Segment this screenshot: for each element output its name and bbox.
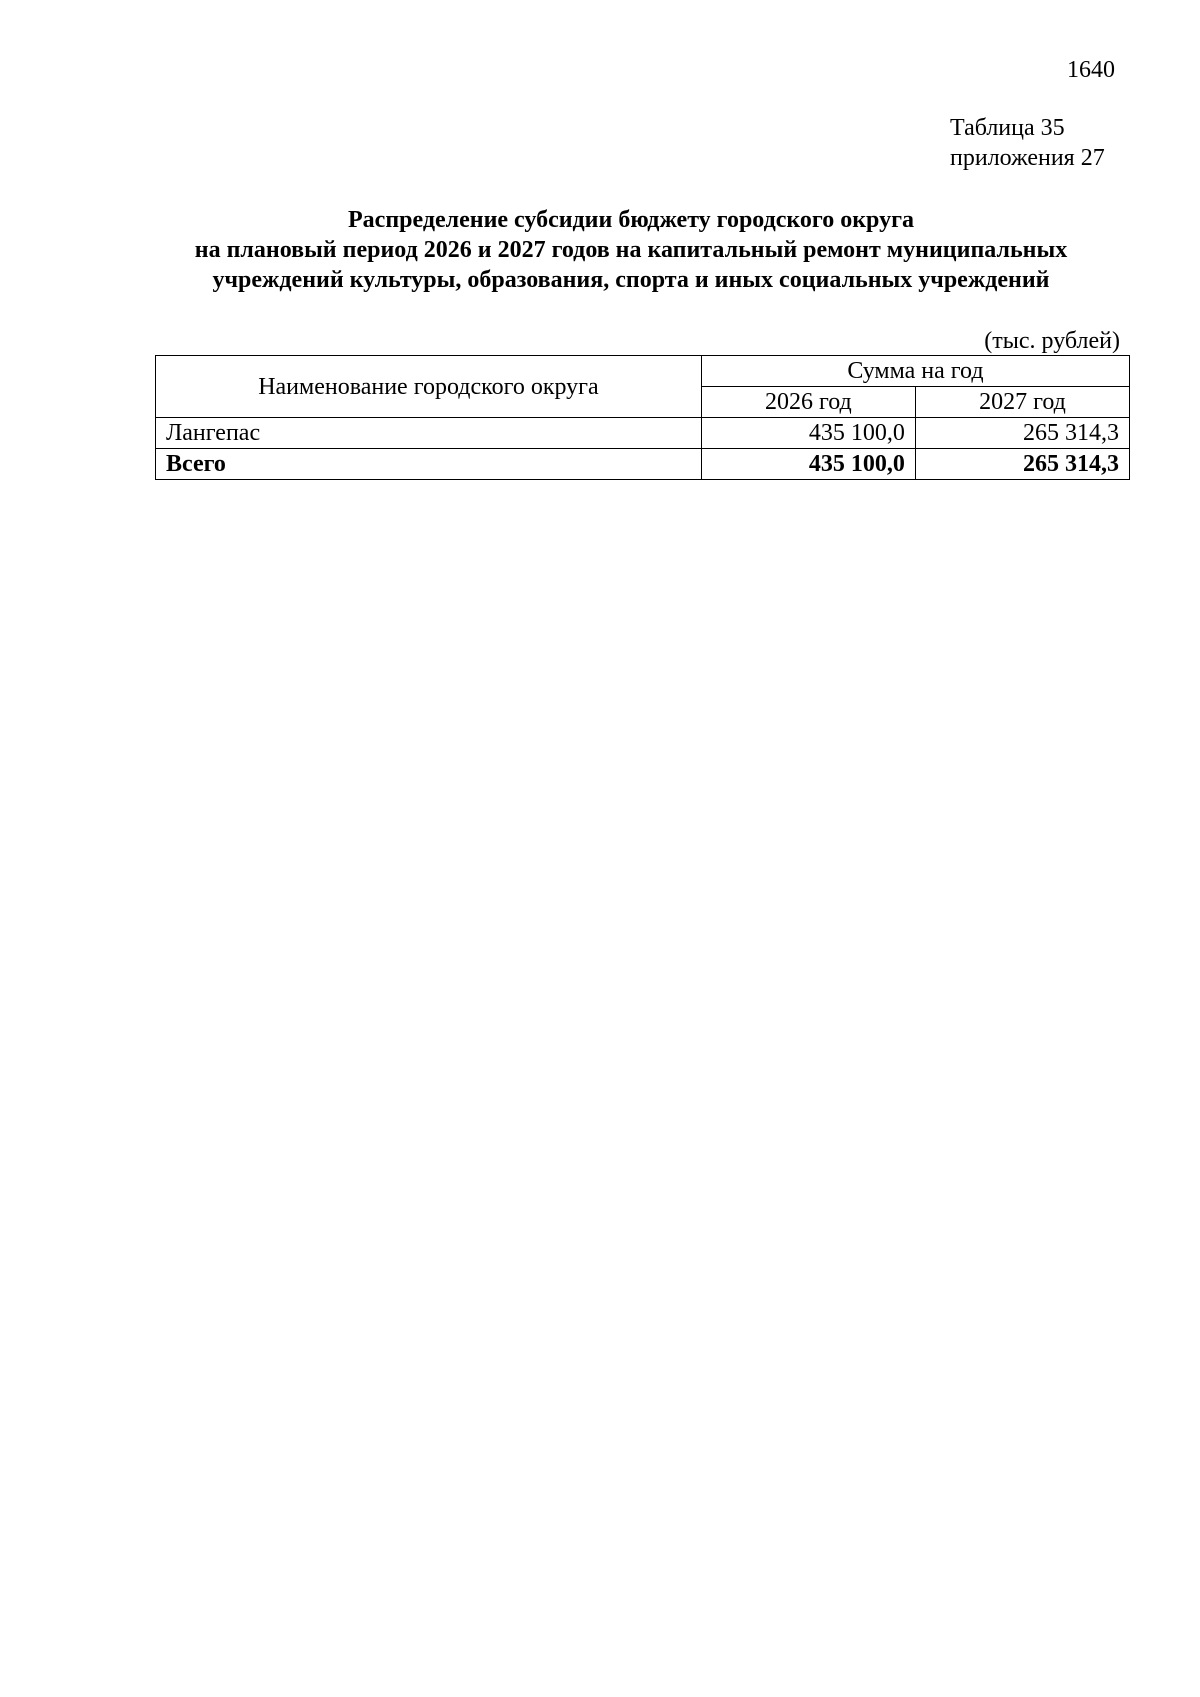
row-district-name: Лангепас <box>156 418 702 449</box>
row-value-2027: 265 314,3 <box>915 418 1129 449</box>
subsidy-table <box>155 355 1130 480</box>
row-value-2026: 435 100,0 <box>701 418 915 449</box>
document-title-line-3: учреждений культуры, образования, спорта и иных социальных учреждений <box>212 267 1050 293</box>
table-reference-line-2: приложения 27 <box>950 145 1105 171</box>
table-header-row <box>156 356 1130 387</box>
total-value-2026: 435 100,0 <box>701 449 915 480</box>
header-year-2027: 2027 год <box>915 387 1129 418</box>
table-row <box>156 418 1130 449</box>
page-number: 1640 <box>1067 57 1115 83</box>
header-district-name: Наименование городского округа <box>156 356 702 418</box>
document-title-line-2: на плановый период 2026 и 2027 годов на капитальный ремонт муниципальных <box>194 237 1068 263</box>
total-value-2027: 265 314,3 <box>915 449 1129 480</box>
table-reference-line-1: Таблица 35 <box>950 115 1065 141</box>
header-year-2026: 2026 год <box>701 387 915 418</box>
document-title-line-1: Распределение субсидии бюджету городского округа <box>348 207 914 233</box>
table-total-row <box>156 449 1130 480</box>
total-label: Всего <box>156 449 702 480</box>
document-title <box>100 205 1162 295</box>
header-sum-per-year: Сумма на год <box>701 356 1129 387</box>
units-label: (тыс. рублей) <box>984 328 1120 354</box>
table-reference <box>950 113 1105 173</box>
